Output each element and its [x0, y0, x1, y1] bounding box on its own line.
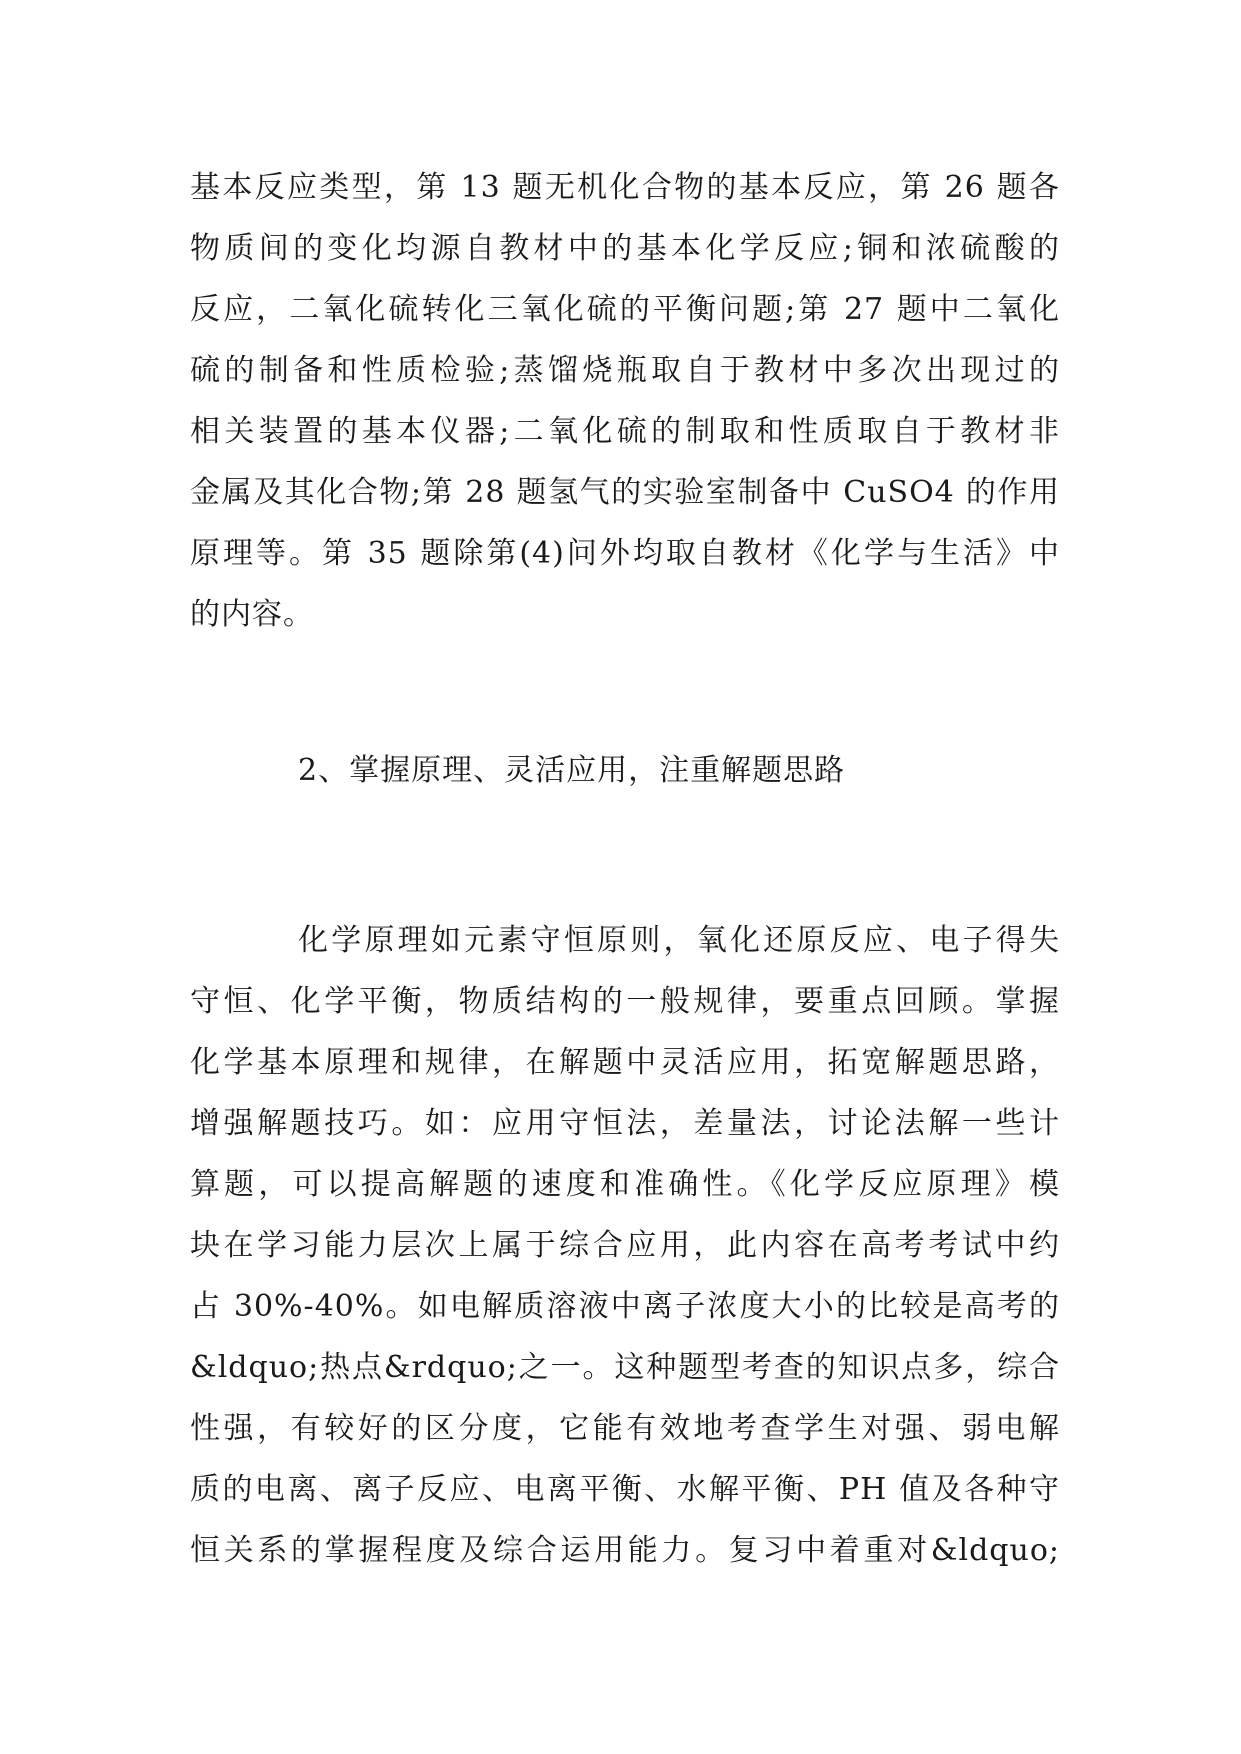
- paragraph-line: 化学基本原理和规律，在解题中灵活应用，拓宽解题思路，: [190, 1045, 1060, 1080]
- paragraph-line: 基本反应类型，第 13 题无机化合物的基本反应，第 26 题各: [190, 170, 1060, 205]
- paragraph-line: 块在学习能力层次上属于综合应用，此内容在高考考试中约: [190, 1228, 1060, 1263]
- paragraph-line: 硫的制备和性质检验;蒸馏烧瓶取自于教材中多次出现过的: [190, 353, 1060, 388]
- paragraph-line: 金属及其化合物;第 28 题氢气的实验室制备中 CuSO4 的作用: [190, 475, 1060, 510]
- paragraph-line: 增强解题技巧。如：应用守恒法，差量法，讨论法解一些计: [190, 1106, 1060, 1141]
- paragraph-line: 质的电离、离子反应、电离平衡、水解平衡、PH 值及各种守: [190, 1472, 1060, 1507]
- paragraph-2: [190, 910, 1060, 1581]
- paragraph-line: 相关装置的基本仪器;二氧化硫的制取和性质取自于教材非: [190, 414, 1060, 449]
- paragraph-line: 原理等。第 35 题除第(4)问外均取自教材《化学与生活》中: [190, 536, 1060, 571]
- paragraph-line: 性强，有较好的区分度，它能有效地考查学生对强、弱电解: [190, 1411, 1060, 1446]
- paragraph-line: 算题，可以提高解题的速度和准确性。《化学反应原理》模: [190, 1167, 1060, 1202]
- paragraph-line: 化学原理如元素守恒原则，氧化还原反应、电子得失: [298, 923, 1060, 958]
- paragraph-1: [190, 157, 1060, 645]
- paragraph-line: 守恒、化学平衡，物质结构的一般规律，要重点回顾。掌握: [190, 984, 1060, 1019]
- paragraph-line: 物质间的变化均源自教材中的基本化学反应;铜和浓硫酸的: [190, 231, 1060, 266]
- paragraph-line: 恒关系的掌握程度及综合运用能力。复习中着重对&ldquo;: [190, 1533, 1060, 1568]
- paragraph-line: &ldquo;热点&rdquo;之一。这种题型考查的知识点多，综合: [190, 1350, 1060, 1385]
- section-heading: 2、掌握原理、灵活应用，注重解题思路: [298, 753, 846, 788]
- paragraph-line: 的内容。: [190, 597, 314, 632]
- paragraph-line: 占 30%-40%。如电解质溶液中离子浓度大小的比较是高考的: [190, 1289, 1060, 1324]
- paragraph-line: 反应，二氧化硫转化三氧化硫的平衡问题;第 27 题中二氧化: [190, 292, 1060, 327]
